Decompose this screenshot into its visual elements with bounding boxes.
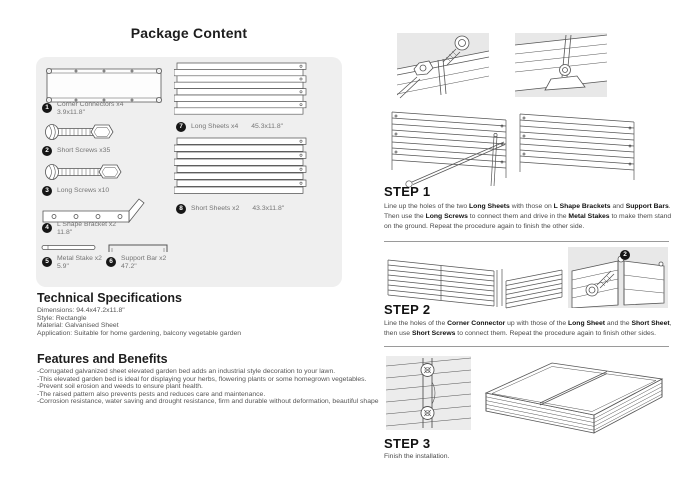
item-8-label: Short Sheets x2: [191, 205, 240, 212]
item-2-badge: 2: [42, 146, 52, 156]
step-divider: [384, 346, 669, 347]
feature-line: -This elevated garden bed is ideal for displaying your herbs, flowering plants or some homegrown vegetables.: [37, 375, 367, 383]
corner-assembly-diagram: [384, 248, 569, 310]
feature-line: -The raised pattern also prevents pests and reduces care and maintenance.: [37, 390, 266, 398]
item-5-badge: 5: [42, 257, 52, 267]
step1-illustration: [384, 28, 676, 186]
item-5-label: Metal Stake x2 5.9": [57, 255, 102, 270]
step3-body: Finish the installation.: [384, 453, 450, 460]
item-7-label: Long Sheets x4: [191, 123, 239, 130]
features-lines: [37, 368, 379, 406]
step1-screw-closeup: [397, 33, 489, 99]
bracket-foot-diagram: [515, 33, 607, 97]
page-title: Package Content: [130, 25, 248, 41]
specs-lines: [37, 307, 241, 337]
item-2-label: Short Screws x35: [57, 147, 111, 154]
long-screw-nut-diagram: [98, 164, 122, 179]
step2-detail-badge: 2: [620, 250, 630, 260]
feature-line: -Corrosion resistance, water saving and drought resistance, firm and durable without deformation, beautiful shape: [37, 398, 379, 406]
item-4-label: L Shape Bracket x2 11.8": [57, 221, 117, 236]
step1-heading: STEP 1: [384, 184, 431, 199]
item-7-dims: 45.3x11.8": [251, 123, 284, 130]
spec-line: Style: Rectangle: [37, 314, 87, 322]
item-3-badge: 3: [42, 186, 52, 196]
step2-body: Line the holes of the Corner Connector up with those of the Long Sheet and the Short Sheet, then use Short Screws to connect them. Repeat the procedure again to finish other sides.: [384, 320, 672, 337]
short-screw-nut-diagram: [90, 124, 114, 139]
item-6-label: Support Bar x2 47.2": [121, 255, 167, 270]
support-bar-diagram: [106, 241, 170, 253]
features-heading: Features and Benefits: [37, 352, 168, 366]
screw-into-corner-diagram: [568, 247, 668, 308]
feature-line: -Corrugated galvanized sheet elevated garden bed adds an industrial style decoration to your lawn.: [37, 368, 336, 375]
finished-garden-bed-diagram: [480, 355, 668, 435]
item-7-row: [176, 122, 283, 132]
step2-corner-closeup: [568, 247, 668, 308]
two-long-sheets-assembly-diagram: [386, 102, 641, 188]
item-8-row: [176, 204, 284, 214]
long-sheets-diagram: [174, 62, 310, 118]
step1-body: Line up the holes of the two Long Sheets with those on L Shape Brackets and Support Bars. Then use the Long Screws to connect them and drive in the Metal Stakes to make them stand on the ground. Repeat the procedure again to finish the other side.: [384, 203, 672, 230]
screw-into-bracket-diagram: [397, 33, 489, 99]
item-4-badge: 4: [42, 223, 52, 233]
package-content-panel: [36, 57, 342, 287]
item-3-label: Long Screws x10: [57, 187, 110, 194]
item-8-badge: 8: [176, 204, 186, 214]
step3-illustration: [384, 351, 676, 435]
step1-bracket-foot-closeup: [515, 33, 607, 97]
item-1-badge: 1: [42, 103, 52, 113]
bracket-screws-diagram: [386, 356, 471, 430]
step3-screws-closeup: [386, 356, 471, 430]
metal-stake-diagram: [40, 243, 98, 252]
item-1-label: Corner Connectors x4 3.9x11.8": [57, 101, 124, 116]
item-6-badge: 6: [106, 257, 116, 267]
step2-illustration: [384, 246, 676, 310]
item-7-badge: 7: [176, 122, 186, 132]
short-sheets-diagram: [174, 137, 310, 197]
step-divider: [384, 241, 669, 242]
spec-line: Dimensions: 94.4x47.2x11.8": [37, 307, 125, 314]
spec-line: Application: Suitable for home gardening, balcony vegetable garden: [37, 329, 242, 337]
step3-heading: STEP 3: [384, 436, 431, 451]
step2-heading: STEP 2: [384, 302, 431, 317]
item-8-dims: 43.3x11.8": [252, 205, 285, 212]
feature-line: -Prevent soil erosion and weeds to ensure plant health.: [37, 383, 203, 391]
spec-line: Material: Galvanised Sheet: [37, 322, 119, 330]
specs-heading: Technical Specifications: [37, 291, 182, 305]
